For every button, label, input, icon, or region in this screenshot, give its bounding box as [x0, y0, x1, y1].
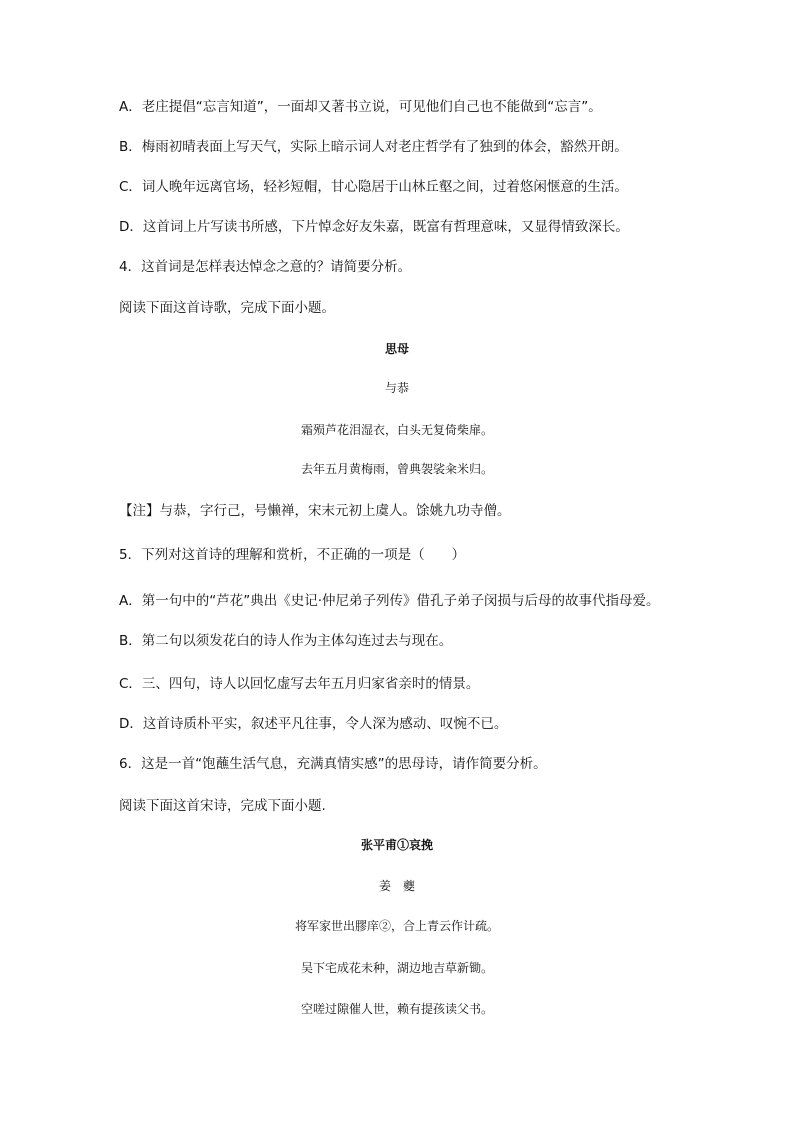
question-6: 6．这是一首“饱蘸生活气息，充满真情实感”的思母诗，请作简要分析。: [119, 756, 547, 772]
option-2-a: A．第一句中的“芦花”典出《史记·仲尼弟子列传》借孔子弟子闵损与后母的故事代指母爱。: [119, 593, 660, 609]
poem-1-title: 思母: [384, 342, 409, 356]
poem-1-line-1: 霜殒芦花泪湿衣，白头无复倚柴扉。: [300, 423, 493, 437]
poem-2-title: 张平甫①哀挽: [360, 838, 433, 852]
reading-intro-song-poem: 阅读下面这首宋诗，完成下面小题.: [119, 798, 326, 814]
poem-2-author: 姜 夔: [378, 879, 415, 893]
question-4: 4．这首词是怎样表达悼念之意的？请简要分析。: [119, 259, 412, 275]
poem-2-line-1: 将军家世出膠庠②，合上青云作计疏。: [294, 919, 499, 933]
option-1-d: D．这首词上片写读书所感，下片悼念好友朱嘉，既富有哲理意味，又显得情致深长。: [119, 219, 629, 235]
option-1-a: A．老庄提倡“忘言知道”，一面却又著书立说，可见他们自己也不能做到“忘言”。: [119, 99, 602, 115]
option-2-c: C．三、四句，诗人以回忆虚写去年五月归家省亲时的情景。: [119, 676, 480, 692]
poem-2-line-2: 吴下宅成花未种，湖边地吉草新锄。: [300, 961, 493, 975]
reading-intro-poem: 阅读下面这首诗歌，完成下面小题。: [119, 300, 335, 316]
option-2-d: D．这首诗质朴平实，叙述平凡往事，令人深为感动、叹惋不已。: [119, 716, 508, 732]
poem-1-author: 与恭: [384, 381, 409, 395]
poem-2-line-3: 空嗟过隙催人世，赖有提孩读父书。: [300, 1002, 493, 1016]
option-1-b: B．梅雨初晴表面上写天气，实际上暗示词人对老庄哲学有了独到的体会，豁然开朗。: [119, 139, 628, 155]
option-1-c: C．词人晚年远离官场，轻衫短帽，甘心隐居于山林丘壑之间，过着悠闲惬意的生活。: [119, 179, 628, 195]
poem-1-line-2: 去年五月黄梅雨，曾典袈裟籴米归。: [300, 462, 493, 476]
poem-note: 【注】与恭，字行己，号懒禅，宋末元初上虞人。馀姚九功寺僧。: [119, 503, 511, 519]
option-2-b: B．第二句以须发花白的诗人作为主体勾连过去与现在。: [119, 633, 453, 649]
question-5: 5．下列对这首诗的理解和赏析，不正确的一项是（ ）: [119, 547, 466, 563]
